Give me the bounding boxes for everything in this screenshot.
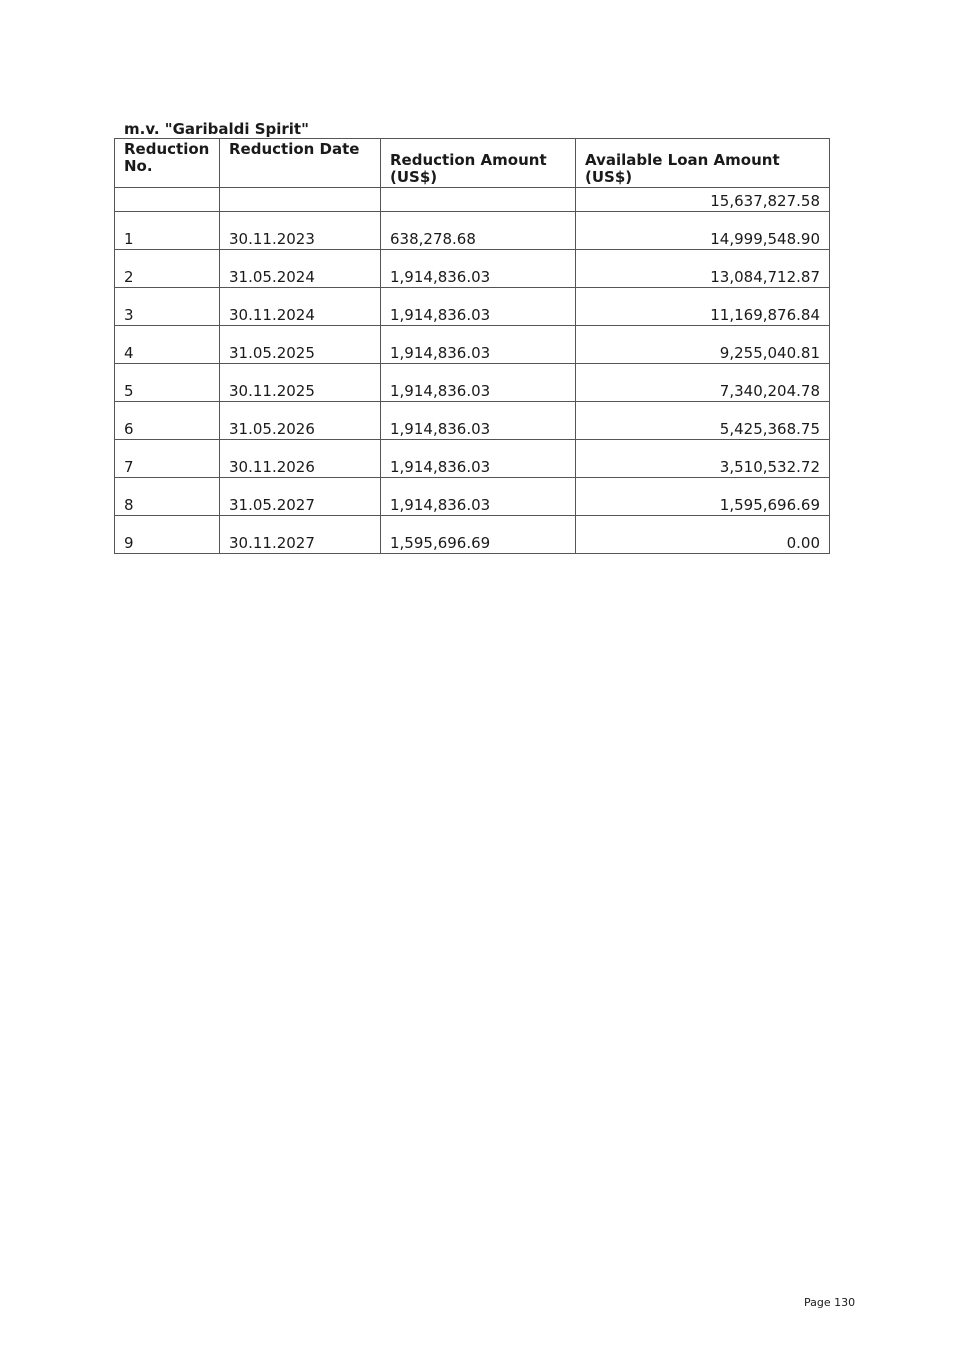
reduction-date-cell: 31.05.2026: [220, 402, 381, 440]
vessel-title: m.v. "Garibaldi Spirit": [124, 120, 309, 138]
header-reduction-no: Reduction No.: [115, 139, 220, 188]
table-row: [115, 326, 830, 364]
reduction-amount-cell: 1,914,836.03: [381, 402, 576, 440]
opening-balance-row: [115, 188, 830, 212]
table-row: [115, 516, 830, 554]
reduction-date-cell: 30.11.2025: [220, 364, 381, 402]
header-reduction-amount: Reduction Amount (US$): [381, 139, 576, 188]
table-cell: [381, 188, 576, 212]
reduction-date-cell: 31.05.2025: [220, 326, 381, 364]
reduction-date-cell: 30.11.2024: [220, 288, 381, 326]
reduction-amount-cell: 1,914,836.03: [381, 288, 576, 326]
table-row: [115, 288, 830, 326]
reduction-amount-cell: 1,595,696.69: [381, 516, 576, 554]
reduction-no-cell: 5: [115, 364, 220, 402]
table-row: [115, 212, 830, 250]
opening-balance: 15,637,827.58: [576, 188, 830, 212]
reduction-amount-cell: 1,914,836.03: [381, 250, 576, 288]
header-reduction-date: Reduction Date: [220, 139, 381, 188]
reduction-amount-cell: 1,914,836.03: [381, 478, 576, 516]
table-row: [115, 250, 830, 288]
reduction-amount-cell: 638,278.68: [381, 212, 576, 250]
table-row: [115, 440, 830, 478]
available-loan-amount-cell: 5,425,368.75: [576, 402, 830, 440]
reduction-date-cell: 30.11.2023: [220, 212, 381, 250]
reduction-no-cell: 9: [115, 516, 220, 554]
available-loan-amount-cell: 11,169,876.84: [576, 288, 830, 326]
table-row: [115, 364, 830, 402]
reduction-no-cell: 2: [115, 250, 220, 288]
available-loan-amount-cell: 7,340,204.78: [576, 364, 830, 402]
table-cell: [115, 188, 220, 212]
reduction-no-cell: 3: [115, 288, 220, 326]
available-loan-amount-cell: 14,999,548.90: [576, 212, 830, 250]
reduction-no-cell: 1: [115, 212, 220, 250]
table-cell: [220, 188, 381, 212]
table-row: [115, 478, 830, 516]
reduction-no-cell: 4: [115, 326, 220, 364]
reduction-date-cell: 31.05.2024: [220, 250, 381, 288]
table-header-row: [115, 139, 830, 188]
page-number: Page 130: [804, 1296, 856, 1309]
available-loan-amount-cell: 1,595,696.69: [576, 478, 830, 516]
reduction-schedule-table: [114, 138, 830, 554]
available-loan-amount-cell: 9,255,040.81: [576, 326, 830, 364]
table-row: [115, 402, 830, 440]
reduction-date-cell: 30.11.2026: [220, 440, 381, 478]
reduction-amount-cell: 1,914,836.03: [381, 440, 576, 478]
reduction-date-cell: 30.11.2027: [220, 516, 381, 554]
available-loan-amount-cell: 0.00: [576, 516, 830, 554]
reduction-date-cell: 31.05.2027: [220, 478, 381, 516]
available-loan-amount-cell: 3,510,532.72: [576, 440, 830, 478]
reduction-amount-cell: 1,914,836.03: [381, 364, 576, 402]
available-loan-amount-cell: 13,084,712.87: [576, 250, 830, 288]
reduction-no-cell: 6: [115, 402, 220, 440]
reduction-amount-cell: 1,914,836.03: [381, 326, 576, 364]
reduction-no-cell: 7: [115, 440, 220, 478]
reduction-no-cell: 8: [115, 478, 220, 516]
header-available-loan-amount: Available Loan Amount (US$): [576, 139, 830, 188]
